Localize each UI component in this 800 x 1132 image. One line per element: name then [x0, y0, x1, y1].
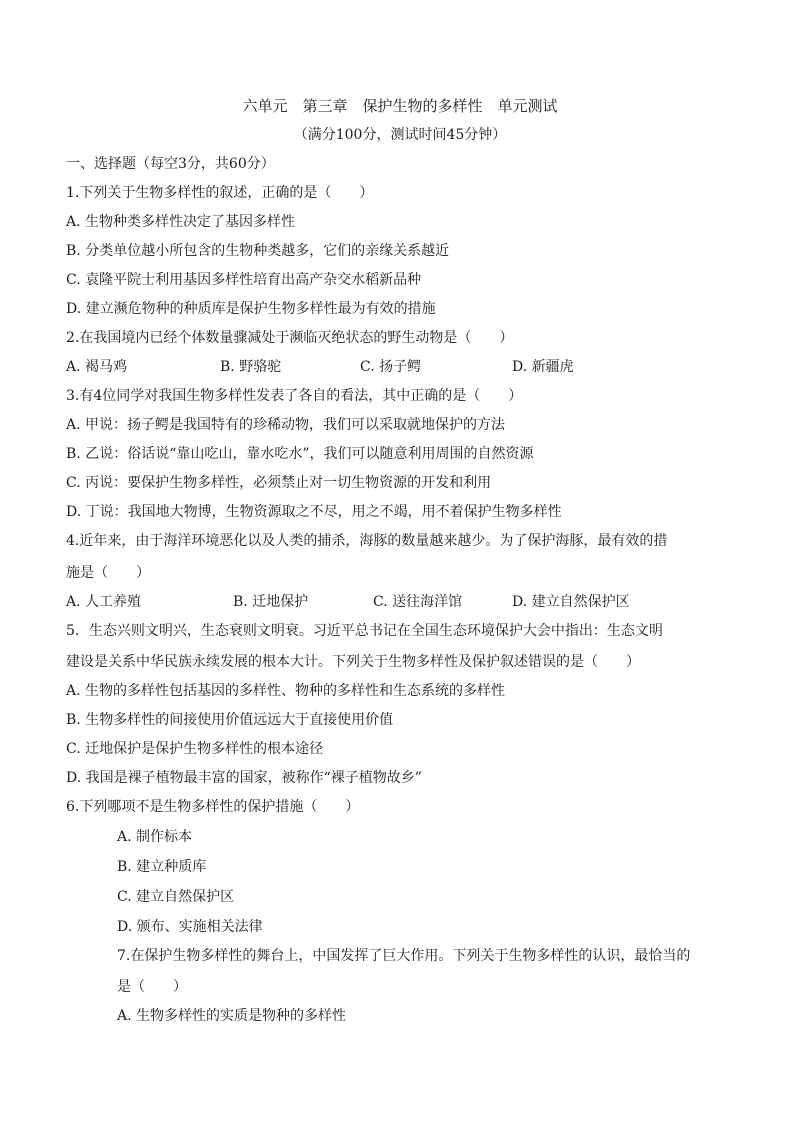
- question-1-stem: 1.下列关于生物多样性的叙述，正确的是（ ）: [66, 185, 374, 201]
- question-5-option-b: B. 生物多样性的间接使用价值远远大于直接使用价值: [66, 712, 394, 728]
- question-4-stem-line1: 4.近年来，由于海洋环境恶化以及人类的捕杀，海豚的数量越来越少。为了保护海豚，最有效的措: [66, 533, 668, 549]
- question-1-option-c: C. 袁隆平院士利用基因多样性培育出高产杂交水稻新品种: [66, 272, 422, 288]
- question-6-option-a: A. 制作标本: [117, 829, 193, 845]
- question-7-stem-line1: 7.在保护生物多样性的舞台上，中国发挥了巨大作用。下列关于生物多样性的认识，最恰当的: [117, 948, 691, 964]
- question-7-option-a: A. 生物多样性的实质是物种的多样性: [117, 1008, 347, 1024]
- question-2-option-b: B. 野骆驼: [220, 359, 282, 375]
- question-4-option-a: A. 人工养殖: [66, 594, 142, 610]
- page-subtitle: （满分100分，测试时间45分钟）: [293, 127, 507, 143]
- question-6-option-d: D. 颁布、实施相关法律: [117, 919, 263, 935]
- question-3-option-d: D. 丁说：我国地大物博，生物资源取之不尽，用之不竭，用不着保护生物多样性: [66, 504, 562, 520]
- question-6-option-b: B. 建立种质库: [117, 859, 207, 875]
- section-heading: 一、选择题（每空3分，共60分）: [66, 156, 275, 172]
- question-1-option-d: D. 建立濒危物种的种质库是保护生物多样性最为有效的措施: [66, 301, 436, 317]
- question-1-option-a: A. 生物种类多样性决定了基因多样性: [66, 214, 296, 230]
- question-5-stem-line2: 建设是关系中华民族永续发展的根本大计。下列关于生物多样性及保护叙述错误的是（ ）: [66, 654, 640, 670]
- question-2-option-d: D. 新疆虎: [512, 359, 574, 375]
- question-5-option-a: A. 生物的多样性包括基因的多样性、物种的多样性和生态系统的多样性: [66, 683, 506, 699]
- question-7-stem-line2: 是（ ）: [117, 979, 187, 995]
- question-4-option-d: D. 建立自然保护区: [512, 594, 630, 610]
- page-title: 六单元 第三章 保护生物的多样性 单元测试: [242, 97, 558, 115]
- question-5-stem-line1: 5．生态兴则文明兴，生态衰则文明衰。习近平总书记在全国生态环境保护大会中指出：生态文明: [66, 623, 663, 639]
- question-6-option-c: C. 建立自然保护区: [117, 889, 235, 905]
- question-3-option-b: B. 乙说：俗话说“靠山吃山，靠水吃水”，我们可以随意利用周围的自然资源: [66, 446, 534, 462]
- question-1-option-b: B. 分类单位越小所包含的生物种类越多，它们的亲缘关系越近: [66, 243, 450, 259]
- question-5-option-d: D. 我国是裸子植物最丰富的国家，被称作“裸子植物故乡”: [66, 770, 422, 786]
- question-4-option-c: C. 送往海洋馆: [373, 594, 463, 610]
- question-3-stem: 3.有4位同学对我国生物多样性发表了各自的看法，其中正确的是（ ）: [66, 388, 523, 404]
- question-6-stem: 6.下列哪项不是生物多样性的保护措施（ ）: [66, 799, 360, 815]
- question-4-stem-line2: 施是（ ）: [66, 565, 150, 581]
- question-5-option-c: C. 迁地保护是保护生物多样性的根本途径: [66, 741, 324, 757]
- question-3-option-c: C. 丙说：要保护生物多样性，必须禁止对一切生物资源的开发和利用: [66, 475, 492, 491]
- question-3-option-a: A. 甲说：扬子鳄是我国特有的珍稀动物，我们可以采取就地保护的方法: [66, 417, 506, 433]
- question-4-option-b: B. 迁地保护: [233, 594, 309, 610]
- question-2-stem: 2.在我国境内已经个体数量骤减处于濒临灭绝状态的野生动物是（ ）: [66, 330, 514, 346]
- question-2-option-c: C. 扬子鳄: [360, 359, 422, 375]
- question-2-option-a: A. 褐马鸡: [66, 359, 128, 375]
